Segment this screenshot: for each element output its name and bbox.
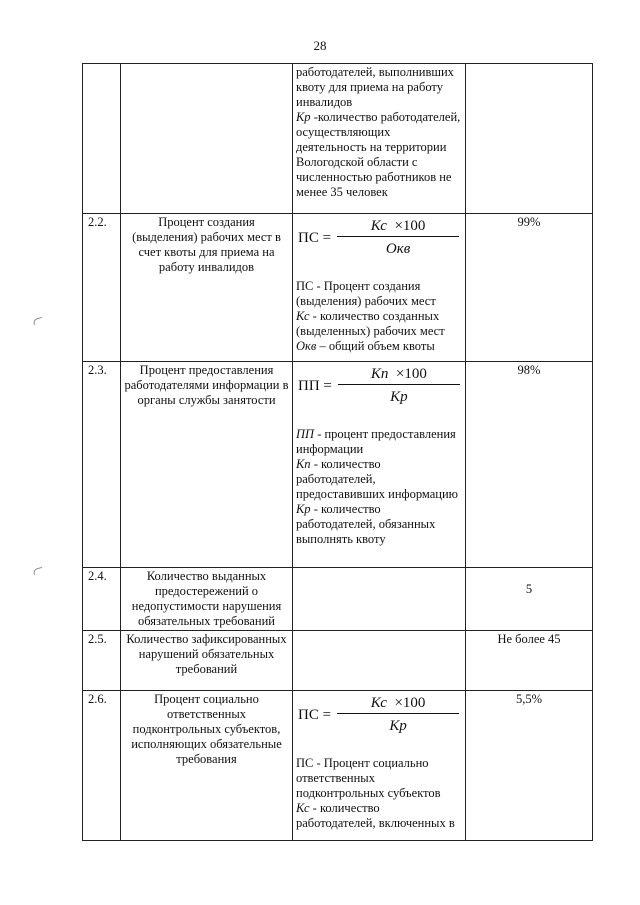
cell-calc xyxy=(293,214,466,362)
var-symbol: Кр xyxy=(296,110,311,124)
definitions xyxy=(296,427,462,547)
formula-lhs: ПС = xyxy=(298,706,332,723)
formula-lhs: ПС = xyxy=(298,229,332,246)
cell-calc xyxy=(293,64,466,214)
definitions xyxy=(296,279,462,354)
formula-fraction xyxy=(338,367,460,405)
table-row xyxy=(83,568,593,631)
definition: Кр - количество работодателей, обязанных выполнять квоту xyxy=(296,502,436,546)
cell-name: Процент социально ответственных подконтрольных субъектов, исполняющих обязательные требования xyxy=(121,691,293,841)
margin-mark xyxy=(32,317,43,325)
table-row xyxy=(83,214,593,362)
formula-denominator: Кр xyxy=(390,389,408,405)
formula xyxy=(298,367,462,405)
table-row-continuation xyxy=(83,64,593,214)
definition: Кс - количество работодателей, включенных в xyxy=(296,801,455,830)
definition: Окв – общий объем квоты xyxy=(296,339,435,353)
cell-name: Процент предоставления работодателями информации в органы службы занятости xyxy=(121,362,293,568)
cell-value: 99% xyxy=(466,214,593,362)
margin-mark xyxy=(32,567,43,575)
continuation-line: квоту для приема на работу xyxy=(296,80,443,94)
cell-num: 2.6. xyxy=(83,691,121,841)
cell-value: 98% xyxy=(466,362,593,568)
cell-value xyxy=(466,64,593,214)
formula xyxy=(298,696,462,734)
formula-lhs: ПП = xyxy=(298,377,332,394)
definition: ПП - процент предоставления информации xyxy=(296,427,456,456)
definition: Кп - количество работодателей, предоставивших информацию xyxy=(296,457,459,501)
formula-fraction xyxy=(337,219,459,257)
cell-num: 2.4. xyxy=(83,568,121,631)
continuation-line: инвалидов xyxy=(296,95,353,109)
cell-num: 2.3. xyxy=(83,362,121,568)
page-number: 28 xyxy=(313,38,327,53)
cell-num xyxy=(83,64,121,214)
table-row xyxy=(83,691,593,841)
cell-name: Количество выданных предостережений о недопустимости нарушения обязательных требований xyxy=(121,568,293,631)
definitions xyxy=(296,756,462,831)
table-row xyxy=(83,362,593,568)
formula xyxy=(298,219,462,257)
formula-numerator: Кп ×100 xyxy=(370,366,427,382)
formula-numerator: Кс ×100 xyxy=(370,218,426,234)
cell-value: Не более 45 xyxy=(466,631,593,691)
definition: ПС - Процент социально ответственных подконтрольных субъектов xyxy=(296,756,441,800)
cell-calc xyxy=(293,568,466,631)
definition: Кс - количество созданных (выделенных) рабочих мест xyxy=(296,309,445,338)
continuation-definition xyxy=(296,110,462,200)
indicators-table xyxy=(82,63,593,841)
cell-calc xyxy=(293,631,466,691)
cell-num: 2.5. xyxy=(83,631,121,691)
cell-value: 5 xyxy=(466,568,593,631)
cell-name xyxy=(121,64,293,214)
formula-fraction xyxy=(337,696,459,734)
cell-calc xyxy=(293,691,466,841)
cell-value: 5,5% xyxy=(466,691,593,841)
formula-denominator: Кр xyxy=(389,718,407,734)
definition: ПС - Процент создания (выделения) рабочих мест xyxy=(296,279,436,308)
formula-denominator: Окв xyxy=(385,241,411,257)
cell-calc xyxy=(293,362,466,568)
cell-num: 2.2. xyxy=(83,214,121,362)
continuation-line: работодателей, выполнивших xyxy=(296,65,454,79)
formula-numerator: Кс ×100 xyxy=(370,695,426,711)
table-row xyxy=(83,631,593,691)
var-text: -количество работодателей, осуществляющих деятельность на территории Вологодской области с численностью работников не менее 35 человек xyxy=(296,110,461,199)
cell-name: Количество зафиксированных нарушений обязательных требований xyxy=(121,631,293,691)
cell-name: Процент создания (выделения) рабочих мест в счет квоты для приема на работу инвалидов xyxy=(121,214,293,362)
